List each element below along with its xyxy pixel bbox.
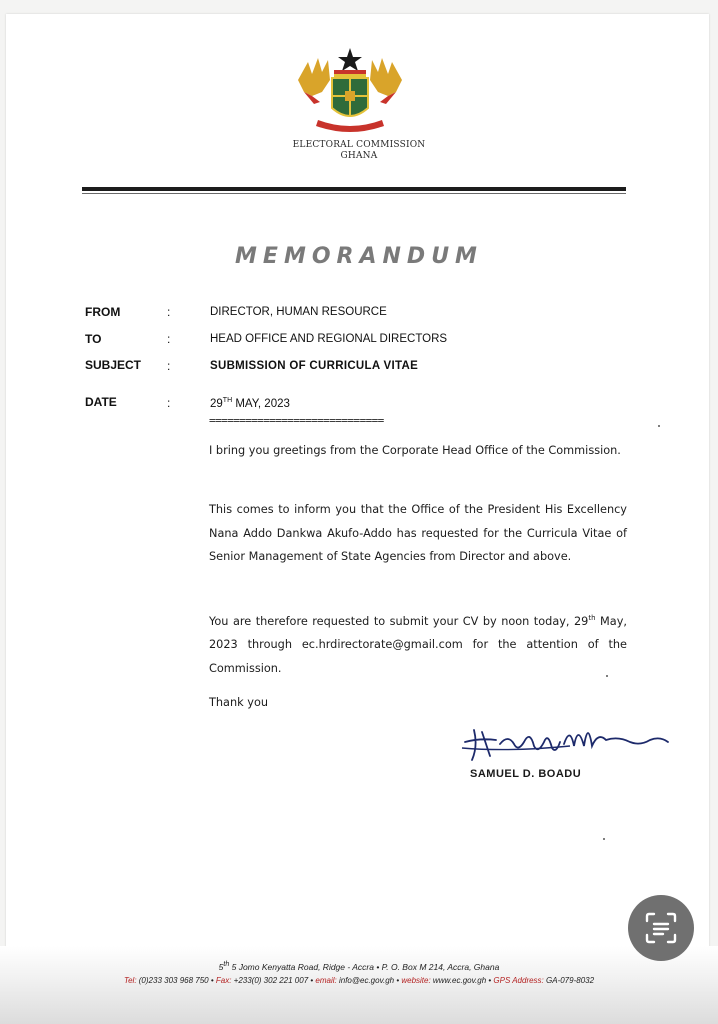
header-rule-thin — [82, 193, 626, 194]
body-paragraph-greeting: I bring you greetings from the Corporate Head Office of the Commission. — [209, 444, 621, 457]
memo-title: MEMORANDUM — [235, 244, 483, 269]
date-label: DATE — [85, 395, 117, 409]
scan-text-button[interactable] — [628, 895, 694, 961]
from-label: FROM — [85, 305, 121, 319]
body-paragraph-instruction: You are therefore requested to submit your CV by noon today, 29th May, 2023 through ec.hrdirectorate@gmail.com for the attention of the Commission. — [209, 614, 627, 675]
page-bottom-shadow — [0, 946, 718, 1024]
org-name: ELECTORAL COMMISSION — [292, 140, 426, 150]
scan-speck — [658, 425, 660, 427]
body-paragraph-request: This comes to inform you that the Office of the President His Excellency Nana Addo Dankwa Akufo-Addo has requested for the Curricula Vitae of Senior Management of State Agencies from Director and above. — [209, 503, 627, 563]
subject-label: SUBJECT — [85, 358, 142, 372]
text-scan-icon — [644, 911, 678, 945]
signatory-name: SAMUEL D. BOADU — [470, 768, 582, 780]
separator-line: ============================= — [209, 414, 384, 427]
subject-colon: : — [167, 359, 171, 373]
body-closing: Thank you — [209, 696, 269, 709]
scan-speck — [606, 675, 608, 677]
to-colon: : — [167, 332, 171, 346]
header-rule — [82, 187, 626, 191]
scan-speck — [603, 838, 605, 840]
from-value: DIRECTOR, HUMAN RESOURCE — [210, 306, 387, 318]
ghana-coat-of-arms-logo — [290, 40, 410, 140]
footer-address: 5th 5 Jomo Kenyatta Road, Ridge - Accra • P. O. Box M 214, Accra, Ghana — [218, 961, 500, 972]
from-colon: : — [167, 305, 171, 319]
org-country: GHANA — [340, 151, 378, 161]
to-value: HEAD OFFICE AND REGIONAL DIRECTORS — [210, 333, 448, 345]
footer-contacts: Tel: (0)233 303 968 750 • Fax: +233(0) 302 221 007 • email: info@ec.gov.gh • website: www.ec.gov.gh • GPS Address: GA-079-8032 — [123, 976, 595, 985]
handwritten-signature — [460, 712, 675, 772]
subject-value: SUBMISSION OF CURRICULA VITAE — [210, 360, 419, 372]
to-label: TO — [85, 332, 102, 346]
date-value: 29TH MAY, 2023 — [210, 397, 290, 410]
footer-address-text: 5 Jomo Kenyatta Road, Ridge - Accra • P. O. Box M 214, Accra, Ghana — [231, 961, 500, 972]
date-colon: : — [167, 396, 171, 410]
